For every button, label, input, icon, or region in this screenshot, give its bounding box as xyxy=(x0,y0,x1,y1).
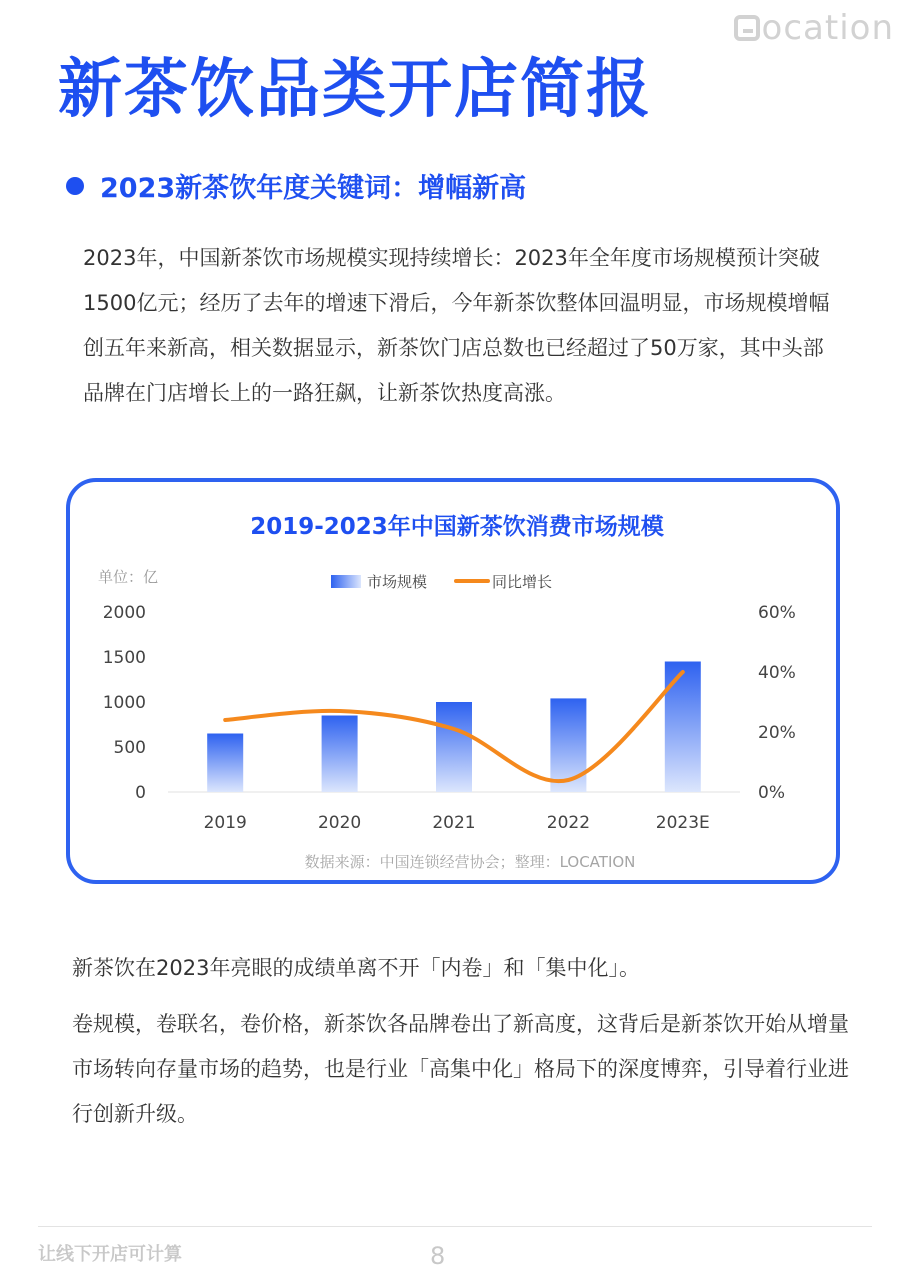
y-left-tick-label: 2000 xyxy=(102,603,146,623)
summary-paragraph: 新茶饮在2023年亮眼的成绩单离不开「内卷」和「集中化」。 xyxy=(72,956,640,980)
logo-icon xyxy=(734,15,760,41)
y-right-tick-label: 40% xyxy=(758,663,796,683)
section-heading-text: 2023新茶饮年度关键词：增幅新高 xyxy=(100,173,527,204)
x-tick-label: 2021 xyxy=(432,813,476,833)
bullet-icon xyxy=(66,177,84,195)
y-right-tick-label: 60% xyxy=(758,603,796,623)
x-tick-label: 2020 xyxy=(317,813,362,833)
x-tick-label: 2019 xyxy=(203,813,247,833)
x-tick-label: 2023E xyxy=(655,813,710,833)
analysis-paragraph: 卷规模，卷联名，卷价格，新茶饮各品牌卷出了新高度，这背后是新茶饮开始从增量市场转向存量市场的趋势，也是行业「高集中化」格局下的深度博弈，引导着行业进行创新升级。 xyxy=(72,1012,849,1126)
unit-label: 单位：亿 xyxy=(98,568,159,586)
x-tick-label: 2022 xyxy=(546,813,591,833)
bar-2019 xyxy=(207,734,243,793)
chart-title: 2019-2023年中国新茶饮消费市场规模 xyxy=(250,514,664,540)
footer-divider xyxy=(38,1226,872,1227)
y-right-tick-label: 0% xyxy=(758,783,785,803)
y-right-tick-label: 20% xyxy=(758,723,796,743)
chart-legend xyxy=(331,573,552,591)
chart-card xyxy=(66,478,840,884)
page-number: 8 xyxy=(430,1242,446,1270)
bar-2021 xyxy=(436,702,472,792)
y-left-tick-label: 0 xyxy=(135,783,146,803)
footer-slogan: 让线下开店可计算 xyxy=(38,1244,182,1265)
legend-bar-swatch xyxy=(331,575,361,588)
bar-2023E xyxy=(665,662,701,793)
y-left-tick-label: 1500 xyxy=(102,648,146,668)
y-left-tick-label: 1000 xyxy=(102,693,146,713)
brand-logo xyxy=(734,8,894,48)
legend-bar-label: 市场规模 xyxy=(367,573,428,591)
bar-2020 xyxy=(322,716,358,793)
logo-text: ocation xyxy=(761,8,894,48)
intro-paragraph: 2023年，中国新茶饮市场规模实现持续增长：2023年全年度市场规模预计突破1500亿元；经历了去年的增速下滑后，今年新茶饮整体回温明显，市场规模增幅创五年来新高，相关数据显示，新茶饮门店总数也已经超过了50万家，其中头部品牌在门店增长上的一路狂飙，让新茶饮热度高涨。 xyxy=(83,246,830,405)
chart-source: 数据来源：中国连锁经营协会；整理：LOCATION xyxy=(304,853,636,871)
legend-line-label: 同比增长 xyxy=(492,573,553,591)
section-heading xyxy=(66,166,526,205)
page-title: 新茶饮品类开店简报 xyxy=(58,53,652,127)
y-left-tick-label: 500 xyxy=(113,738,146,758)
market-size-chart xyxy=(70,482,844,888)
